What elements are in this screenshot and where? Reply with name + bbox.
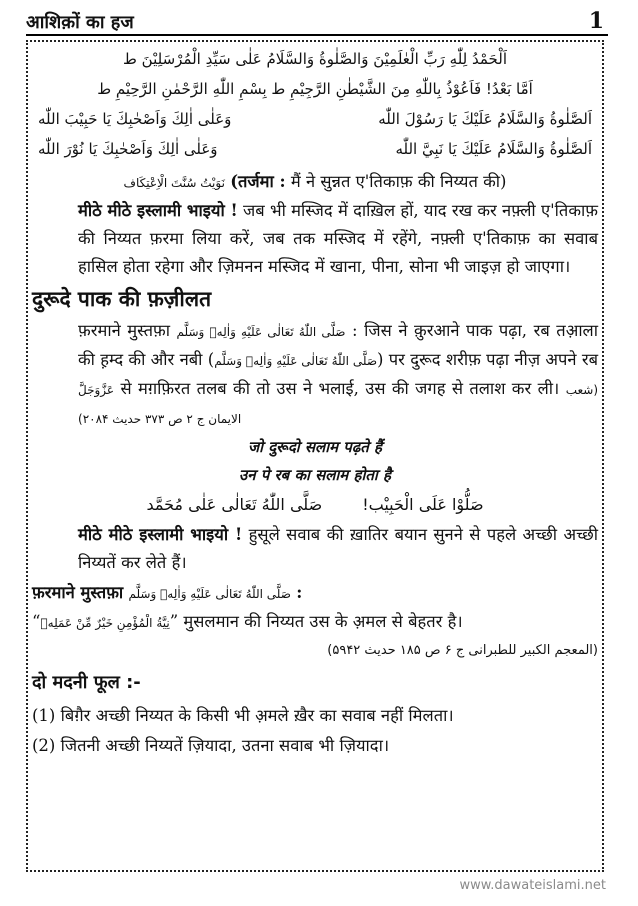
salat-row-1-right: اَلصَّلٰوةُ وَالسَّلَامُ عَلَيْكَ يَا رَسُوْلَ اللّٰه: [378, 110, 592, 128]
section-heading-durood: दुरूदे पाक की फ़ज़ीलत: [32, 287, 212, 311]
paragraph-3: [32, 521, 598, 577]
salat-row-2-left: وَعَلٰى اٰلِكَ وَاَصْحٰبِكَ يَا نُوْرَ اللّٰه: [38, 140, 218, 158]
salutation-left: صَلَّى اللّٰهُ تَعَالٰى عَلٰى مُحَمَّد: [146, 495, 323, 514]
tarjama-arabic: نَوَيْتُ سُنَّتَ الْاِعْتِكَاف: [123, 176, 225, 190]
website-url[interactable]: www.dawateislami.net: [459, 878, 606, 893]
tarjama-label: (तर्जमा :: [230, 172, 286, 191]
paragraph-3-lead: मीठे मीठे इस्लामी भाइयो !: [78, 525, 243, 544]
paragraph-2: [32, 317, 598, 433]
paragraph-2-reference: (شعب الایمان ج ۲ ص ۳۷۳ حدیث ۲۰۸۴): [78, 383, 598, 426]
hadith-text: मुसलमान की निय्यत उस के अ़मल से बेहतर है।: [183, 612, 463, 631]
salat-row-2-right: اَلصَّلٰوةُ وَالسَّلَامُ عَلَيْكَ يَا نَبِيَّ اللّٰه: [395, 140, 592, 158]
page-header: [26, 6, 608, 36]
book-title: आशिक़ों का हज: [26, 12, 134, 33]
salat-row-1: [32, 104, 598, 134]
list-item-text: जितनी अच्छी निय्यतें ज़ियादा, उतना सवाब भी ज़ियादा।: [60, 736, 390, 755]
salawat-arabic-1: صَلَّى اللّٰهُ تَعَالٰى عَلَيْهِ وَاٰلِهٖ وَسَلَّم: [176, 325, 346, 339]
opening-line-1: اَلْحَمْدُ لِلّٰهِ رَبِّ الْعٰلَمِيْنَ وَالصَّلٰوةُ وَالسَّلَامُ عَلٰى سَيِّدِ الْمُرْسَلِيْنَ ط: [123, 50, 507, 68]
salat-row-2: [32, 134, 598, 164]
hadith-reference: (المعجم الکبیر للطبرانی ج ۶ ص ۱۸۵ حدیث ۵۹۴۲): [327, 643, 598, 658]
salawat-arabic-3: صَلَّى اللّٰهُ تَعَالٰى عَلَيْهِ وَاٰلِهٖ وَسَلَّم: [128, 587, 291, 601]
farmane-mustafa-line: [32, 579, 598, 608]
salutation-right: صَلُّوْا عَلَى الْحَبِيْب!: [362, 495, 484, 514]
hadith-line: “نِيَّةُ الْمُؤْمِنِ خَيْرٌ مِّنْ عَمَلِهٖ” मुसलमान की निय्यत उस के अ़मल से बेहतर है।: [32, 612, 463, 631]
paragraph-1: [32, 197, 598, 281]
paragraph-3-text: हुसूले सवाब की ख़ातिर बयान सुनने से पहले अच्छी अच्छी निय्यतें कर लेते हैं।: [78, 525, 598, 572]
tarjama-line: [32, 168, 598, 197]
salawat-arabic-2: صَلَّى اللّٰهُ تَعَالٰى عَلَيْهِ وَاٰلِهٖ وَسَلَّم: [214, 354, 378, 368]
paragraph-1-text: जब भी मस्जिद में दाख़िल हों, याद रख कर नफ़्ली ए'तिकाफ़ की निय्यत फ़रमा लिया करें, जब तक मस्जिद में रहेंगे, नफ़्ली ए'तिकाफ़ का सवाब हासिल होता रहेगा और ज़िमनन मस्जिद में खाना, पीना, सोना भी जाइज़ हो जाएगा।: [78, 201, 598, 276]
tarjama-text: मैं ने सुन्नत ए'तिकाफ़ की निय्यत की): [290, 172, 507, 191]
opening-line-2: اَمَّا بَعْدُ! فَاَعُوْذُ بِاللّٰهِ مِنَ الشَّيْطٰنِ الرَّجِيْمِ ط بِسْمِ اللّٰهِ الرَّحْمٰنِ الرَّحِيْمِ ط: [97, 80, 533, 98]
paragraph-2-part-3: से मग़फ़िरत तलब की तो उस ने भलाई, उस की जगह से तलाश कर ली।: [120, 379, 560, 398]
couplet-line-1: जो दुरूदो सलाम पढ़ते हैं: [247, 438, 383, 456]
salat-row-1-left: وَعَلٰى اٰلِكَ وَاَصْحٰبِكَ يَا حَبِيْبَ اللّٰه: [38, 110, 232, 128]
section-heading-madani-phool: दो मदनी फूल :-: [32, 672, 141, 693]
farmane-colon: :: [296, 583, 303, 602]
list-item-number: (2): [32, 736, 56, 755]
azza-wa-jall-arabic: عَزَّوَجَلَّ: [78, 383, 115, 397]
list-item: [32, 701, 598, 731]
paragraph-1-lead: मीठे मीठे इस्लामी भाइयो !: [78, 201, 238, 220]
list-item: [32, 731, 598, 761]
salutation-line: [32, 489, 598, 521]
list-item-text: बिग़ैर अच्छी निय्यत के किसी भी अ़मले ख़ैर का सवाब नहीं मिलता।: [60, 706, 454, 725]
paragraph-2-part-2: ) पर दुरूद शरीफ़ पढ़ा नीज़ अपने रब: [377, 350, 598, 369]
hadith-arabic: نِيَّةُ الْمُؤْمِنِ خَيْرٌ مِّنْ عَمَلِهٖ: [40, 616, 170, 630]
farmane-mustafa-label: फ़रमाने मुस्तफ़ा: [32, 583, 124, 602]
paragraph-2-part-1: : जिस ने क़ुरआने पाक पढ़ा, रब तआ़ला की ह़म्द की और नबी (: [78, 321, 599, 369]
couplet-line-2: उन पे रब का सलाम होता है: [239, 466, 391, 484]
farmane-mustafa-start: फ़रमाने मुस्तफ़ा: [78, 321, 170, 340]
list-item-number: (1): [32, 706, 56, 725]
page-content: [32, 44, 598, 761]
page-number: 1: [588, 8, 604, 34]
